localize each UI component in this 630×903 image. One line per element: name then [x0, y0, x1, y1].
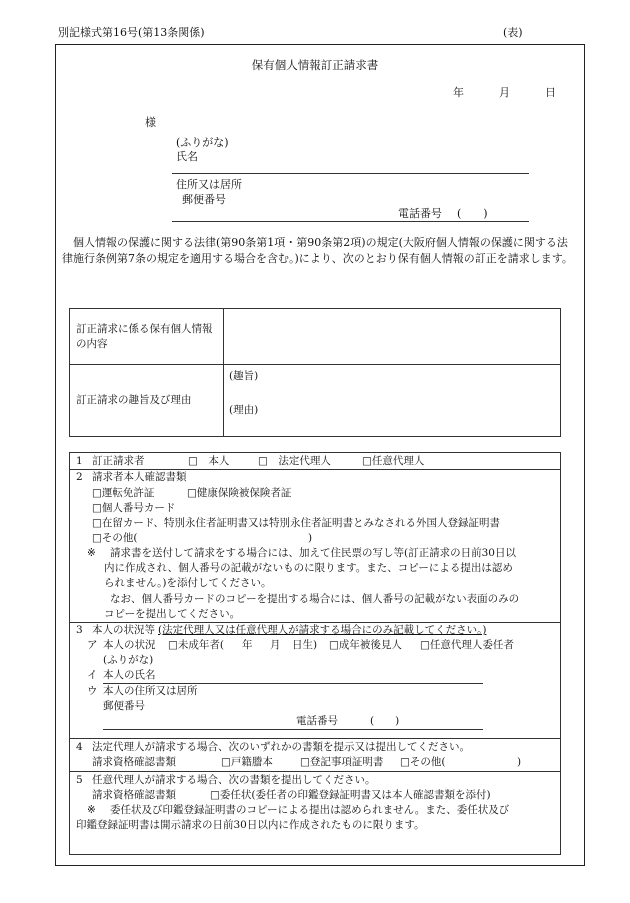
- requester-name-label: 氏名: [176, 150, 198, 163]
- principal-furigana-label: (ふりがな): [103, 654, 154, 666]
- section5-note-line2: 印鑑登録証明書は開示請求の日前30日以内に作成されたものに限ります。: [76, 819, 425, 831]
- item-u-mark: ウ: [87, 685, 98, 697]
- requester-furigana-label: (ふりがな): [176, 136, 229, 149]
- principal-postal-label: 郵便番号: [103, 700, 145, 712]
- date-year-label: 年: [453, 86, 464, 99]
- principal-phone-label: 電話番号: [296, 715, 338, 727]
- section2-label: 請求者本人確認書類: [92, 471, 187, 483]
- note1-line3: られません。)を添付してください。: [104, 577, 272, 589]
- option-legal-rep-checkbox[interactable]: □ 法定代理人: [258, 455, 331, 467]
- section2-number: 2: [76, 471, 83, 483]
- note-mark: ※: [87, 547, 96, 559]
- doc-other-checkbox[interactable]: □その他(: [400, 756, 446, 768]
- page-side-label: (表): [503, 26, 523, 39]
- item-i-label: 本人の氏名: [103, 669, 156, 681]
- requester-address-line[interactable]: [172, 221, 529, 222]
- section3-label-note: (法定代理人又は任意代理人が請求する場合にのみ記載してください。): [158, 624, 487, 636]
- section3-label: 本人の状況等: [92, 624, 155, 636]
- request-date[interactable]: [453, 86, 556, 100]
- purpose-reason-field[interactable]: [224, 365, 561, 437]
- requester-phone-label: 電話番号: [398, 207, 442, 220]
- option-agent-checkbox[interactable]: □任意代理人: [362, 455, 425, 467]
- doc-family-register-checkbox[interactable]: □戸籍謄本: [221, 756, 273, 768]
- requester-postal-label: 郵便番号: [182, 193, 226, 206]
- section1-label: 訂正請求者: [92, 455, 145, 467]
- purpose-reason-label: 訂正請求の趣旨及び理由: [70, 365, 224, 437]
- doc-proxy-checkbox[interactable]: □委任状(委任者の印鑑登録証明書又は本人確認書類を添付): [210, 789, 491, 801]
- minor-year-label: 年: [242, 639, 253, 651]
- section4-text: 法定代理人が請求する場合、次のいずれかの書類を提示又は提出してください。: [92, 741, 470, 753]
- section5-note-mark: ※: [87, 804, 96, 816]
- note2-line1: なお、個人番号カードのコピーを提出する場合には、個人番号の記載がない表面のみの: [110, 593, 520, 605]
- doc-registry-checkbox[interactable]: □登記事項証明書: [300, 756, 384, 768]
- date-day-label: 日: [545, 86, 556, 99]
- form-title: 保有個人情報訂正請求書: [251, 58, 379, 72]
- note1-line1: 請求書を送付して請求をする場合には、加えて住民票の写し等(訂正請求の日前30日以: [110, 547, 516, 559]
- purpose-label: (趣旨): [229, 370, 259, 382]
- minor-month-label: 月: [270, 639, 281, 651]
- intro-paragraph: 個人情報の保護に関する法律(第90条第1項・第90条第2項)の規定(大阪府個人情報の保護に関する法律施行条例第7条の規定を適用する場合を含む。)により、次のとおり保有個人情報の訂正を請求します。: [62, 236, 573, 265]
- note1-line2: 内に作成され、個人番号の記載がないものに限ります。また、コピーによる提出は認め: [104, 562, 513, 574]
- doc-other-close-paren: ): [517, 756, 522, 768]
- correction-detail-table: [69, 308, 561, 437]
- section3-number: 3: [76, 624, 83, 636]
- date-month-label: 月: [499, 86, 510, 99]
- principal-address-line[interactable]: [103, 729, 483, 730]
- reason-label: (理由): [229, 404, 259, 416]
- minor-day-label: 日生): [292, 639, 318, 651]
- id-insurance-checkbox[interactable]: □健康保険被保険者証: [187, 487, 292, 499]
- item-a-mark: ア: [87, 639, 98, 651]
- item-i-mark: イ: [87, 669, 98, 681]
- status-principal-checkbox[interactable]: □任意代理人委任者: [420, 639, 514, 651]
- status-guardian-checkbox[interactable]: □成年被後見人: [329, 639, 402, 651]
- requester-address-label: 住所又は居所: [176, 178, 242, 191]
- content-label: 訂正請求に係る保有個人情報の内容: [70, 309, 224, 365]
- section5-label: 請求資格確認書類: [92, 789, 176, 801]
- section4-number: 4: [76, 741, 83, 753]
- item-u-label: 本人の住所又は居所: [103, 685, 198, 697]
- id-residence-card-checkbox[interactable]: □在留カード、特別永住者証明書又は特別永住者証明書とみなされる外国人登録証明書: [92, 517, 500, 529]
- requester-phone-paren: ( ): [457, 207, 488, 220]
- section5-text: 任意代理人が請求する場合、次の書類を提出してください。: [92, 774, 376, 786]
- section5-note-line1: 委任状及び印鑑登録証明書のコピーによる提出は認められません。また、委任状及び: [110, 804, 510, 816]
- id-other-checkbox[interactable]: □その他(: [92, 532, 138, 544]
- section5-divider: [70, 771, 560, 772]
- form-number: 別記様式第16号(第13条関係): [58, 26, 205, 39]
- option-self-checkbox[interactable]: □ 本人: [188, 455, 230, 467]
- requester-name-line[interactable]: [172, 173, 529, 174]
- section4-divider: [70, 738, 560, 739]
- section1-number: 1: [76, 455, 83, 467]
- requester-info-box: [69, 452, 561, 855]
- section4-label: 請求資格確認書類: [92, 756, 176, 768]
- content-field[interactable]: [224, 309, 561, 365]
- principal-phone-paren: ( ): [370, 715, 400, 727]
- id-mynumber-checkbox[interactable]: □個人番号カード: [92, 502, 176, 514]
- id-license-checkbox[interactable]: □運転免許証: [92, 487, 155, 499]
- status-minor-checkbox[interactable]: □未成年者(: [168, 639, 225, 651]
- id-other-close-paren: ): [308, 532, 313, 544]
- note2-line2: コピーを提出してください。: [104, 608, 241, 620]
- item-a-label: 本人の状況: [103, 639, 156, 651]
- section5-number: 5: [76, 774, 83, 786]
- addressee-suffix: 様: [145, 116, 156, 129]
